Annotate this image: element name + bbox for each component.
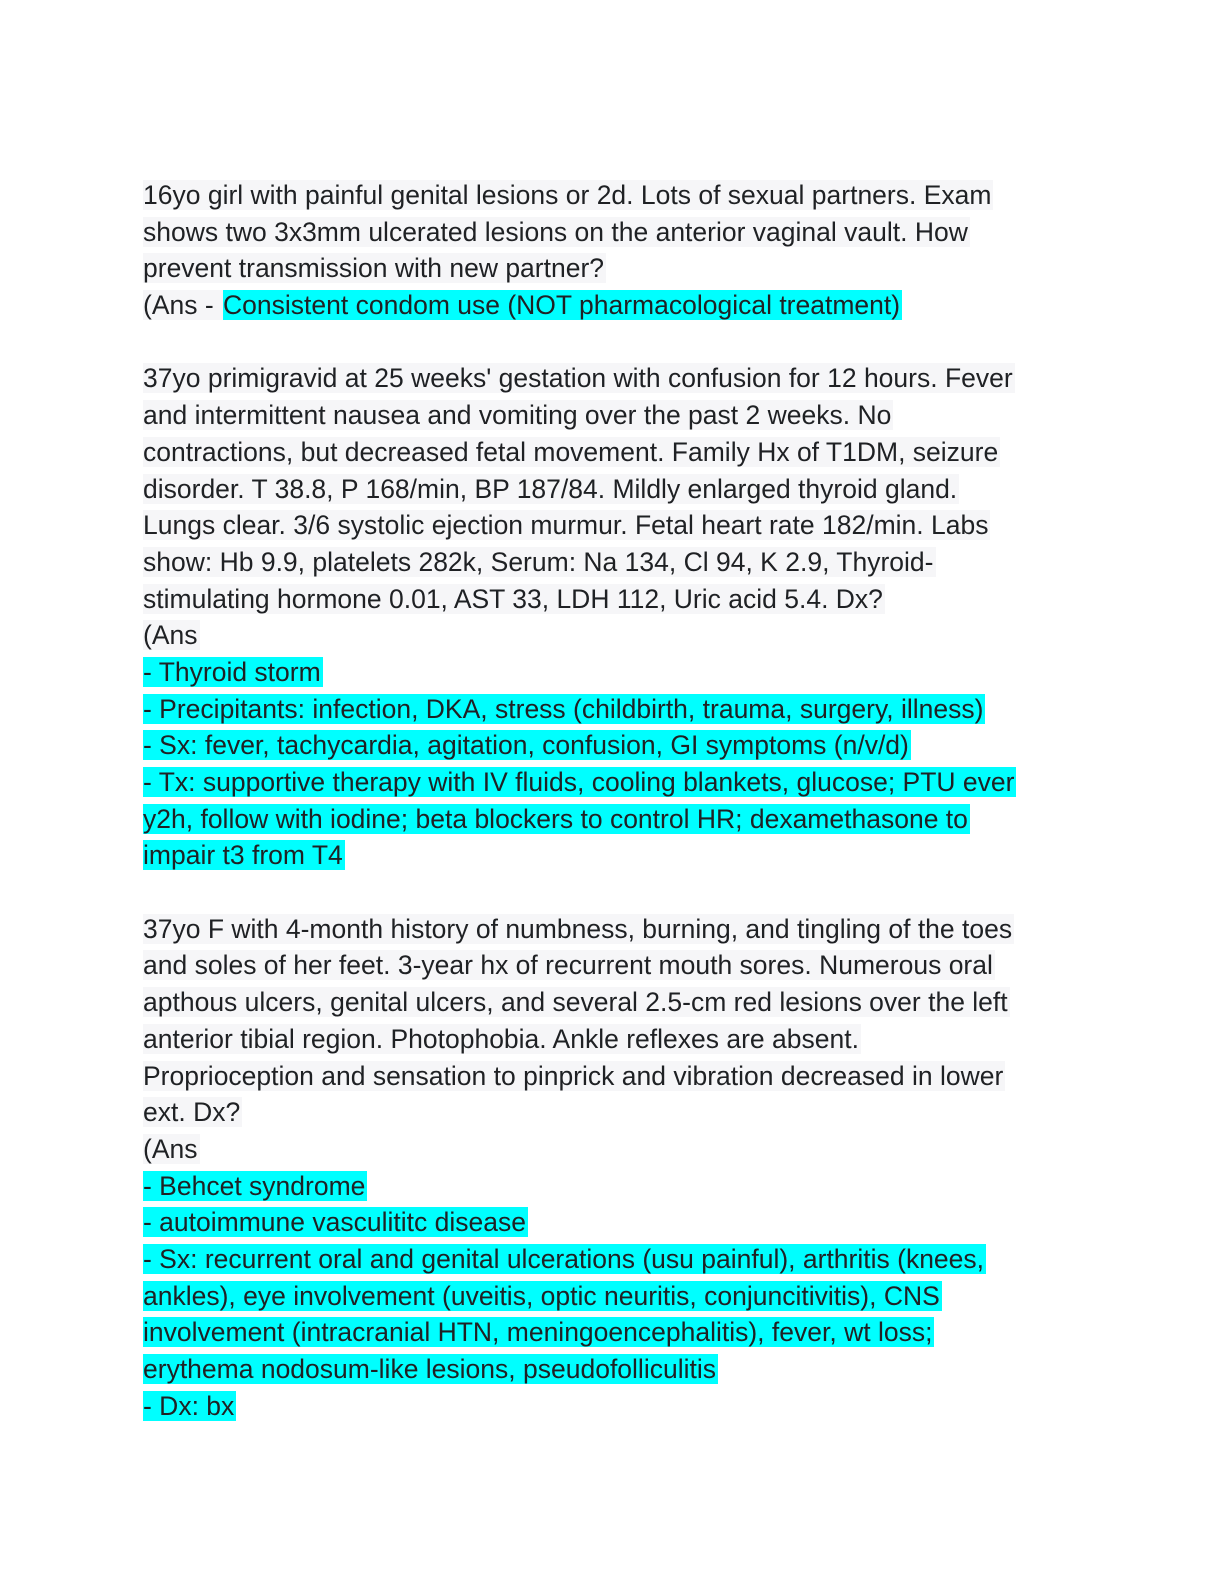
answer-highlight: - Thyroid storm [143, 656, 321, 687]
answer-highlight: - Dx: bx [143, 1390, 235, 1421]
answer-highlight: ankles), eye involvement (uveitis, optic neuritis, conjuncitivitis), CNS [143, 1280, 940, 1311]
question-line: ext. Dx? [143, 1097, 241, 1128]
question-block [143, 177, 1073, 324]
question-line: and soles of her feet. 3-year hx of recurrent mouth sores. Numerous oral [143, 950, 993, 981]
answer-highlight: - Tx: supportive therapy with IV fluids, cooling blankets, glucose; PTU ever [143, 767, 1015, 797]
answer-line [143, 287, 1073, 324]
answer-highlight: erythema nodosum-like lesions, pseudofolliculitis [143, 1354, 716, 1384]
question-line: stimulating hormone 0.01, AST 33, LDH 112, Uric acid 5.4. Dx? [143, 583, 883, 614]
question-line: 16yo girl with painful genital lesions or 2d. Lots of sexual partners. Exam [143, 180, 992, 210]
question-block [143, 360, 1073, 874]
question-line: apthous ulcers, genital ulcers, and several 2.5-cm red lesions over the left [143, 987, 1008, 1018]
answer-prefix: (Ans - [143, 290, 222, 321]
question-line: prevent transmission with new partner? [143, 253, 605, 284]
document-body [143, 177, 1073, 1424]
question-line: Lungs clear. 3/6 systolic ejection murmur. Fetal heart rate 182/min. Labs [143, 510, 989, 541]
question-block [143, 911, 1073, 1425]
question-line: contractions, but decreased fetal movement. Family Hx of T1DM, seizure [143, 436, 999, 467]
question-line: and intermittent nausea and vomiting over the past 2 weeks. No [143, 400, 892, 431]
answer-highlight: Consistent condom use (NOT pharmacological treatment) [223, 290, 901, 321]
answer-prefix: (Ans [143, 620, 198, 651]
answer-highlight: - Sx: recurrent oral and genital ulcerations (usu painful), arthritis (knees, [143, 1243, 985, 1274]
answer-highlight: involvement (intracranial HTN, meningoencephalitis), fever, wt loss; [143, 1317, 933, 1348]
answer-highlight: y2h, follow with iodine; beta blockers to control HR; dexamethasone to [143, 803, 968, 834]
answer-highlight: - Sx: fever, tachycardia, agitation, confusion, GI symptoms (n/v/d) [143, 730, 909, 761]
question-line: disorder. T 38.8, P 168/min, BP 187/84. Mildly enlarged thyroid gland. [143, 473, 958, 504]
question-line: show: Hb 9.9, platelets 282k, Serum: Na 134, Cl 94, K 2.9, Thyroid- [143, 546, 934, 577]
answer-prefix: (Ans [143, 1133, 198, 1164]
answer-highlight: impair t3 from T4 [143, 840, 343, 871]
question-line: 37yo F with 4-month history of numbness, burning, and tingling of the toes [143, 913, 1013, 944]
question-line: shows two 3x3mm ulcerated lesions on the anterior vaginal vault. How [143, 216, 968, 247]
question-line: 37yo primigravid at 25 weeks' gestation with confusion for 12 hours. Fever [143, 363, 1013, 394]
answer-highlight: - Behcet syndrome [143, 1170, 366, 1201]
answer-highlight: - Precipitants: infection, DKA, stress (childbirth, trauma, surgery, illness) [143, 693, 984, 724]
question-line: Proprioception and sensation to pinprick and vibration decreased in lower [143, 1060, 1004, 1091]
question-line: anterior tibial region. Photophobia. Ankle reflexes are absent. [143, 1023, 859, 1054]
spacer [143, 874, 1073, 911]
answer-highlight: - autoimmune vasculititc disease [143, 1207, 526, 1238]
spacer [143, 324, 1073, 361]
